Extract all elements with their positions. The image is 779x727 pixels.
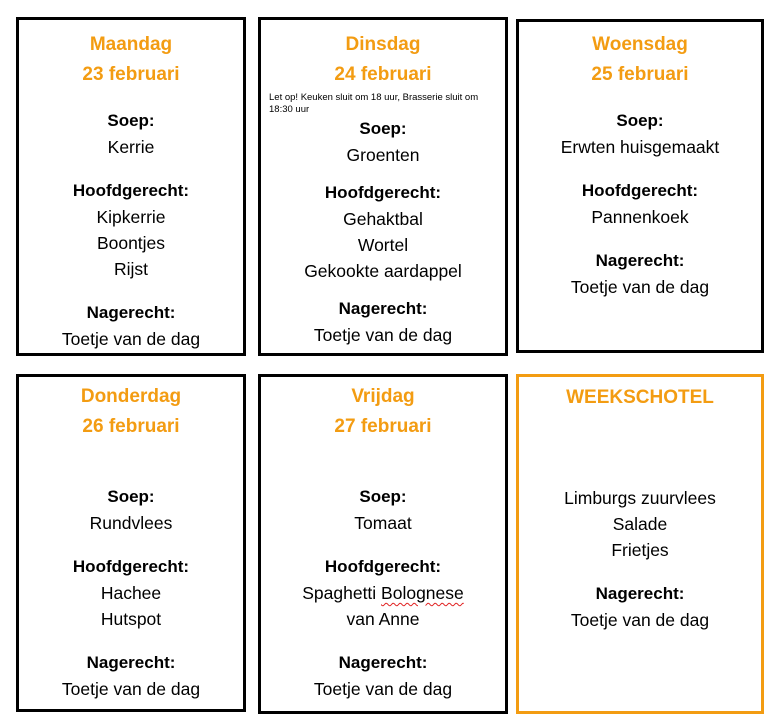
weekschotel-item: Frietjes — [611, 540, 669, 560]
soup-value: Erwten huisgemaakt — [560, 137, 720, 157]
soup-heading: Soep: — [616, 111, 664, 130]
day-name: Vrijdag — [351, 386, 415, 407]
day-card-dinsdag — [258, 17, 508, 356]
day-date: 26 februari — [82, 416, 180, 437]
soup-heading: Soep: — [107, 487, 155, 506]
day-date: 27 februari — [334, 416, 432, 437]
main-item: Hachee — [100, 583, 162, 603]
dessert-heading: Nagerecht: — [86, 303, 176, 322]
main-heading: Hoofdgerecht: — [581, 181, 699, 200]
day-name: Donderdag — [80, 386, 182, 407]
main-item: Pannenkoek — [591, 207, 689, 227]
day-card-donderdag — [16, 374, 246, 712]
closing-note: Let op! Keuken sluit om 18 uur, Brasserie sluit om 18:30 uur — [269, 92, 479, 115]
dessert-heading: Nagerecht: — [86, 653, 176, 672]
dessert-heading: Nagerecht: — [338, 653, 428, 672]
main-item: Gehaktbal — [343, 209, 423, 229]
main-item: Gekookte aardappel — [304, 261, 462, 281]
weekschotel-item: Limburgs zuurvlees — [564, 488, 716, 508]
day-card-maandag — [16, 17, 246, 356]
day-name: Maandag — [89, 34, 173, 55]
spellcheck-word: Bolognese — [381, 583, 464, 603]
soup-value: Kerrie — [107, 137, 155, 157]
day-name: Woensdag — [592, 34, 688, 55]
day-name: Dinsdag — [345, 34, 421, 55]
soup-heading: Soep: — [359, 487, 407, 506]
main-item: Hutspot — [100, 609, 162, 629]
dessert-value: Toetje van de dag — [570, 610, 710, 630]
dessert-value: Toetje van de dag — [313, 325, 453, 345]
main-heading: Hoofdgerecht: — [72, 181, 190, 200]
main-item — [261, 580, 505, 606]
main-item: Kipkerrie — [96, 207, 166, 227]
soup-heading: Soep: — [107, 111, 155, 130]
dessert-value: Toetje van de dag — [61, 329, 201, 349]
soup-value: Rundvlees — [89, 513, 173, 533]
day-date: 23 februari — [82, 64, 180, 85]
weekschotel-title: WEEKSCHOTEL — [566, 387, 714, 408]
weekschotel-item: Salade — [612, 514, 668, 534]
main-heading: Hoofdgerecht: — [324, 557, 442, 576]
main-item: Rijst — [113, 259, 149, 279]
soup-value: Tomaat — [354, 513, 412, 533]
dessert-value: Toetje van de dag — [570, 277, 710, 297]
main-item-part: Spaghetti — [302, 583, 382, 603]
day-card-vrijdag — [258, 374, 508, 714]
dessert-value: Toetje van de dag — [61, 679, 201, 699]
main-item: van Anne — [346, 609, 420, 629]
main-heading: Hoofdgerecht: — [72, 557, 190, 576]
dessert-heading: Nagerecht: — [595, 584, 685, 603]
day-date: 24 februari — [334, 64, 432, 85]
day-date: 25 februari — [591, 64, 689, 85]
dessert-heading: Nagerecht: — [338, 299, 428, 318]
main-item: Boontjes — [96, 233, 166, 253]
main-item: Wortel — [357, 235, 409, 255]
main-heading: Hoofdgerecht: — [324, 183, 442, 202]
dessert-heading: Nagerecht: — [595, 251, 685, 270]
soup-heading: Soep: — [359, 119, 407, 138]
dessert-value: Toetje van de dag — [313, 679, 453, 699]
weekschotel-card — [516, 374, 764, 714]
day-card-woensdag — [516, 19, 764, 353]
soup-value: Groenten — [346, 145, 420, 165]
